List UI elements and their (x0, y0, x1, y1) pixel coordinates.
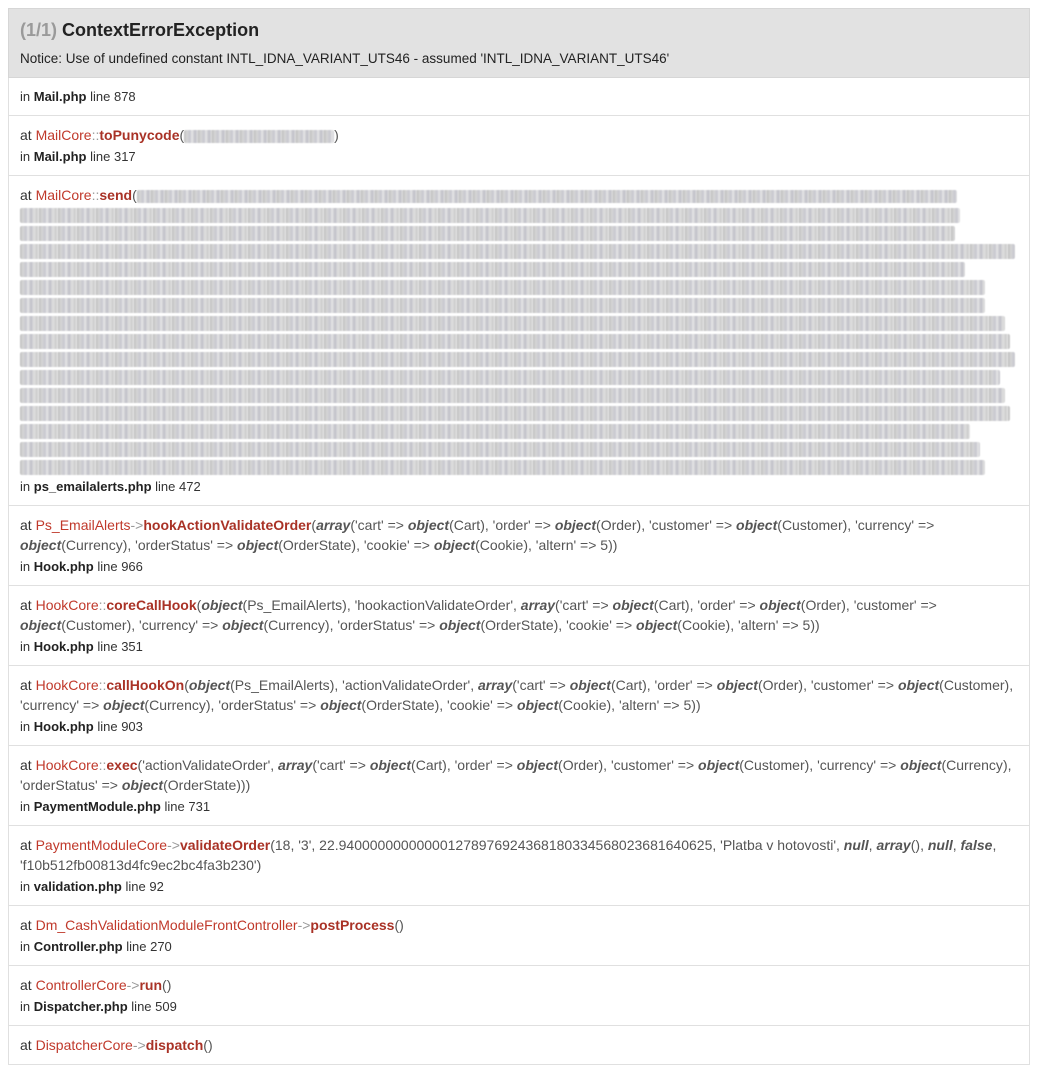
frame-location: in Dispatcher.php line 509 (20, 999, 177, 1014)
frame-file: Dispatcher.php (33, 999, 128, 1014)
frame-file: Hook.php (33, 559, 94, 574)
frame-class[interactable]: DispatcherCore (35, 1037, 133, 1053)
frame-function: callHookOn (106, 677, 185, 693)
frame-function: dispatch (145, 1037, 204, 1053)
frame-location: in Controller.php line 270 (20, 939, 172, 954)
frame-call: at PaymentModuleCore->validateOrder(18, '3', 22.940000000000001278976924368180334568023681640625, 'Platba v hotovosti', null, array(), null, false, 'f10b512fb00813d4fc9ec2bc4fa3b230') (20, 837, 997, 873)
frame-location: in validation.php line 92 (20, 879, 164, 894)
frame-call: at Ps_EmailAlerts->hookActionValidateOrder(array('cart' => object(Cart), 'order' => object(Order), 'customer' => object(Customer), 'currency' => object(Currency), 'orderStatus' => object(OrderState), 'cookie' => object(Cookie), 'altern' => 5)) (20, 517, 935, 553)
frame-function: postProcess (310, 917, 395, 933)
frame-file: validation.php (33, 879, 122, 894)
frame-file: PaymentModule.php (33, 799, 161, 814)
exception-header (8, 8, 1030, 78)
frame-line: 472 (179, 479, 201, 494)
exception-panel (8, 8, 1030, 1065)
stack-frame (8, 746, 1030, 826)
frame-call: at MailCore::toPunycode( ) (20, 127, 339, 143)
frame-location: in Mail.php line 317 (20, 149, 136, 164)
frame-call: at MailCore::send( (20, 185, 1018, 475)
frame-class[interactable]: Dm_CashValidationModuleFrontController (35, 917, 298, 933)
frame-location: in Hook.php line 903 (20, 719, 143, 734)
stack-frame (8, 176, 1030, 506)
frame-function: toPunycode (99, 127, 180, 143)
frame-class[interactable]: HookCore (35, 677, 99, 693)
frame-location: in Hook.php line 351 (20, 639, 143, 654)
stack-frame (8, 586, 1030, 666)
frame-file: Hook.php (33, 719, 94, 734)
frame-class[interactable]: HookCore (35, 757, 99, 773)
stack-frame (8, 966, 1030, 1026)
stack-frame (8, 78, 1030, 116)
frame-class[interactable]: HookCore (35, 597, 99, 613)
frame-location: in PaymentModule.php line 731 (20, 799, 211, 814)
frame-line: 509 (155, 999, 177, 1014)
frame-location: in ps_emailalerts.php line 472 (20, 479, 201, 494)
frame-file: Mail.php (33, 89, 87, 104)
redacted-arguments-block (20, 208, 1018, 475)
stack-frame (8, 1026, 1030, 1065)
exception-count: (1/1) (20, 20, 58, 40)
frame-call: at DispatcherCore->dispatch() (20, 1037, 213, 1053)
frame-file: ps_emailalerts.php (33, 479, 152, 494)
frame-location: in Hook.php line 966 (20, 559, 143, 574)
exception-message: Notice: Use of undefined constant INTL_IDNA_VARIANT_UTS46 - assumed 'INTL_IDNA_VARIANT_UTS46' (20, 51, 670, 66)
stack-frame (8, 826, 1030, 906)
frame-function: hookActionValidateOrder (143, 517, 312, 533)
redacted-argument (137, 190, 957, 203)
frame-class[interactable]: PaymentModuleCore (35, 837, 168, 853)
frame-class[interactable]: Ps_EmailAlerts (35, 517, 131, 533)
frame-line: 92 (149, 879, 164, 894)
frame-function: coreCallHook (106, 597, 197, 613)
stack-frame (8, 506, 1030, 586)
frame-line: 966 (121, 559, 143, 574)
frame-line: 878 (113, 89, 136, 104)
frame-class[interactable]: MailCore (35, 127, 92, 143)
frame-line: 270 (150, 939, 172, 954)
frame-call: at Dm_CashValidationModuleFrontController->postProcess() (20, 917, 404, 933)
frame-call: at HookCore::exec('actionValidateOrder', array('cart' => object(Cart), 'order' => object(Order), 'customer' => object(Customer), 'currency' => object(Currency), 'orderStatus' => object(OrderState))) (20, 757, 1012, 793)
frame-class[interactable]: MailCore (35, 187, 92, 203)
frame-file: Hook.php (33, 639, 94, 654)
frame-class[interactable]: ControllerCore (35, 977, 127, 993)
frame-function: exec (106, 757, 138, 773)
frame-call: at ControllerCore->run() (20, 977, 172, 993)
exception-class: ContextErrorException (62, 20, 260, 40)
frame-call: at HookCore::callHookOn(object(Ps_EmailAlerts), 'actionValidateOrder', array('cart' => object(Cart), 'order' => object(Order), 'customer' => object(Customer), 'currency' => object(Currency), 'orderStatus' => object(OrderState), 'cookie' => object(Cookie), 'altern' => 5)) (20, 677, 1014, 713)
frame-location: in Mail.php line 878 (20, 89, 136, 104)
stack-frame (8, 666, 1030, 746)
frame-call: at HookCore::coreCallHook(object(Ps_EmailAlerts), 'hookactionValidateOrder', array('cart' => object(Cart), 'order' => object(Order), 'customer' => object(Customer), 'currency' => object(Currency), 'orderStatus' => object(OrderState), 'cookie' => object(Cookie), 'altern' => 5)) (20, 597, 937, 633)
frame-line: 731 (188, 799, 211, 814)
frame-function: send (99, 187, 133, 203)
frame-line: 351 (121, 639, 143, 654)
frame-line: 903 (121, 719, 143, 734)
frame-file: Controller.php (33, 939, 123, 954)
frame-file: Mail.php (33, 149, 87, 164)
frame-function: validateOrder (179, 837, 271, 853)
frame-function: run (139, 977, 163, 993)
stack-frame (8, 116, 1030, 176)
stack-frame (8, 906, 1030, 966)
redacted-argument (184, 130, 334, 143)
exception-title (20, 19, 1018, 41)
frame-line: 317 (113, 149, 136, 164)
